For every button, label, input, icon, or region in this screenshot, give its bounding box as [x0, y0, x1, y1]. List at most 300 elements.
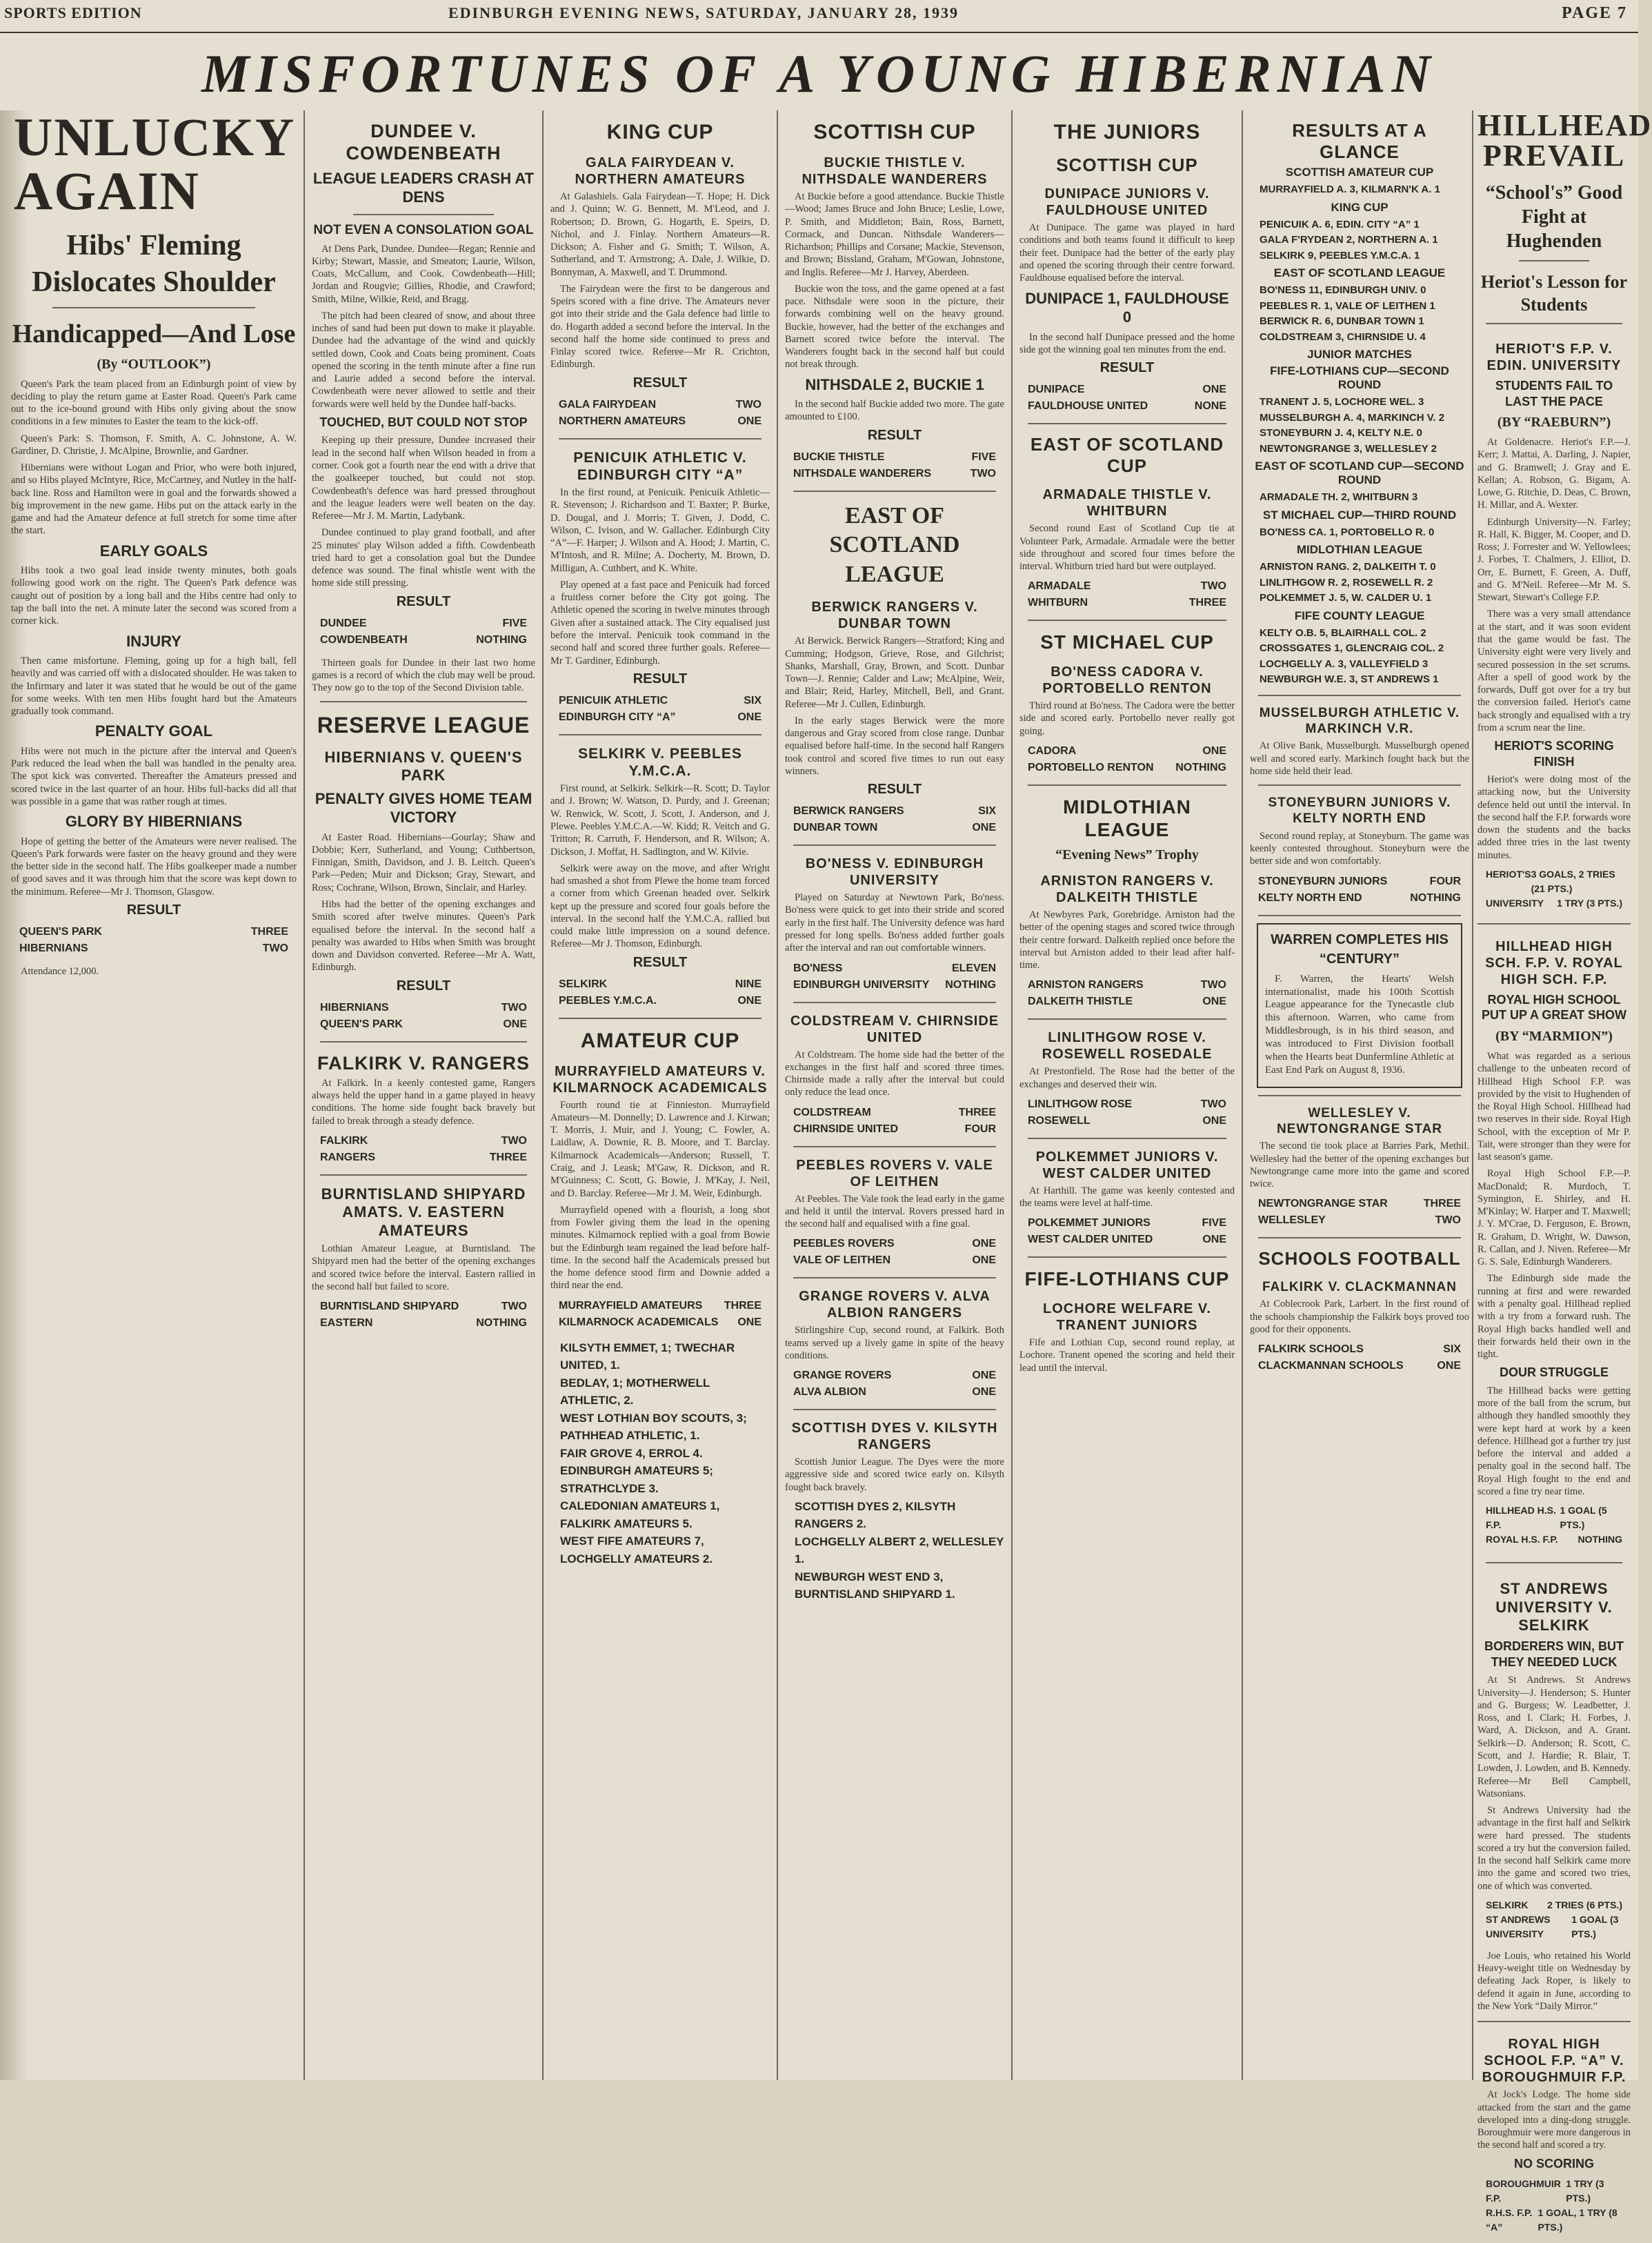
team: FALKIRK SCHOOLS [1258, 1343, 1364, 1356]
team: HILLHEAD H.S. F.P. [1486, 1505, 1556, 1531]
results-group-title: ST MICHAEL CUP—THIRD ROUND [1262, 508, 1457, 522]
score: ONE [1202, 1234, 1226, 1246]
result-label: RESULT [633, 375, 688, 391]
match-heading: ROYAL HIGH SCHOOL F.P. “A” V. BOROUGHMUIR F.P. [1482, 2037, 1626, 2086]
subhead: GLORY BY HIBERNIANS [65, 813, 243, 831]
results-group-title: KING CUP [1331, 200, 1389, 214]
result-label: RESULT [867, 427, 922, 443]
divider [1486, 323, 1622, 324]
score: NINE [735, 978, 762, 990]
match-heading: PENICUIK ATHLETIC V. EDINBURGH CITY “A” [573, 449, 747, 483]
result-table [550, 1298, 770, 1331]
section-heading: MIDLOTHIAN LEAGUE [1063, 796, 1191, 841]
result-table [1019, 1215, 1235, 1248]
score: THREE [250, 926, 288, 938]
match-heading: BO'NESS V. EDINBURGH UNIVERSITY [805, 856, 984, 889]
score: ELEVEN [951, 962, 996, 974]
team: HIBERNIANS [320, 1001, 389, 1014]
match-heading: COLDSTREAM V. CHIRNSIDE UNITED [790, 1013, 999, 1045]
score: ONE [737, 994, 762, 1007]
result-table [312, 1298, 535, 1332]
deck-heriots: Heriot's Lesson for Students [1480, 272, 1628, 315]
results-group-title: FIFE-LOTHIANS CUP—SECOND ROUND [1270, 364, 1449, 392]
match-heading: WARREN COMPLETES HIS “CENTURY” [1271, 931, 1449, 967]
team: PENICUIK ATHLETIC [559, 694, 668, 707]
section-heading: RESULTS AT A GLANCE [1292, 120, 1427, 163]
paragraph: At Olive Bank, Musselburgh. Musselburgh opened well and scored early. Markinch fought back but the home side held their lead. [1250, 740, 1469, 777]
team: ROSEWELL [1028, 1114, 1091, 1127]
edition-label: SPORTS EDITION [4, 4, 142, 21]
divider [1258, 915, 1461, 916]
team: GALA FAIRYDEAN [559, 398, 657, 411]
result-table [312, 1000, 535, 1033]
team: DUNDEE [320, 617, 367, 629]
paragraph: At Falkirk. In a keenly contested game, Rangers always held the upper hand in a game played in heavy conditions. The home side fought back bravely but failed to break through a steady defence. [312, 1077, 535, 1127]
score-line: KELTY O.B. 5, BLAIRHALL COL. 2 [1260, 626, 1426, 639]
result-label: RESULT [396, 593, 451, 609]
paragraph: Buckie won the toss, and the game opened at a fast pace. Nithsdale were soon in the picture, their forwards combining well on the heavy ground. Buckie, however, had the better of the exchanges and Barnett scored twice before the interval. The Wanderers fought back in the second half but could not break through. [785, 283, 1004, 370]
score: FIVE [971, 451, 996, 463]
page-banner-headline: MISFORTUNES OF A YOUNG HIBERNIAN [201, 43, 1437, 103]
score-line: TRANENT J. 5, LOCHORE WEL. 3 [1260, 396, 1424, 408]
result-label: RESULT [396, 978, 451, 994]
result-table [1250, 873, 1469, 907]
results-group-title: EAST OF SCOTLAND CUP—SECOND ROUND [1255, 460, 1464, 487]
paragraph: In the early stages Berwick were the more dangerous and Gray scored from close range. Dunbar equalised before half-time. In the second half Rangers took control and scored five times to run out easy winners. [785, 715, 1004, 777]
score: ONE [503, 1018, 527, 1030]
byline: (BY “MARMION”) [1495, 1028, 1613, 1044]
divider [559, 438, 762, 439]
match-heading: FALKIRK V. RANGERS [317, 1052, 530, 1074]
paragraph: Dundee continued to play grand football, and after 25 minutes' play Wilson added a fifth. Cowdenbeath tried hard to get a consolation goal but the Dundee defence was sound. The final whistle went with the home side still pressing. [312, 527, 535, 589]
paragraph: At Goldenacre. Heriot's F.P.—J. Kerr; J. Mattai, A. Darling, J. Napier, and G. Bramwell; J. Gray and E. Kellan; A. Robson, G. Bigam, A. Lowe, G. Ritchie, D. Deas, C. Brown, H. Millar, and A. Wexter. [1477, 437, 1631, 511]
team: ROYAL H.S. F.P. [1486, 1534, 1558, 1545]
score-line: NEWBURGH W.E. 3, ST ANDREWS 1 [1260, 673, 1439, 686]
team: DUNBAR TOWN [793, 822, 878, 834]
paragraph: Attendance 12,000. [21, 966, 99, 977]
team: DALKEITH THISTLE [1028, 996, 1133, 1008]
result-table [1019, 977, 1235, 1010]
team: NITHSDALE WANDERERS [793, 467, 932, 480]
team: ST ANDREWS UNIVERSITY [1486, 1913, 1551, 1939]
team: GRANGE ROVERS [793, 1370, 892, 1382]
paragraph: At St Andrews. St Andrews University—J. Henderson; S. Hunter and G. Burgess; W. Leadbetter, J. Ross, and I. Clark; H. Forbes, J. Ward, A. Dickson, and A. Grant. Selkirk—D. Anderson; R. Scott, C. Scott, and J. Hardie; R. Blair, T. Lowden, J. Lowden, and B. Kennedy. Referee—Mr Bell Campbell, Watsonians. [1477, 1674, 1631, 1799]
paragraph: Third round at Bo'ness. The Cadora were the better side and scored early. Portobello never really got going. [1019, 700, 1235, 737]
paragraph: At Coldstream. The home side had the better of the exchanges in the first half and scored three times. Chirnside made a rally after the interval but could only reduce the lead once. [785, 1049, 1004, 1098]
section-heading: KING CUP [606, 121, 714, 144]
divider [1519, 260, 1589, 261]
paragraph: Heriot's were doing most of the attacking now, but the University defence held out until the interval. In the second half the F.P. forwards wore down the students and the backs added three tries in the last twenty minutes. [1477, 774, 1631, 861]
match-heading: LINLITHGOW ROSE V. ROSEWELL ROSEDALE [1042, 1030, 1213, 1063]
score: SIX [978, 805, 996, 818]
paragraph: Edinburgh University—N. Farley; R. Hall, K. Bigger, M. Cooper, and D. Ross; J. Forrester and W. Yellowlees; J. Forbes, T. Chalmers, J. Elliot, D. Orr, E. Burnett, F. Green, A. Duff, and G. M'Neil. Referee—Mr M. S. Stewart, Stewart's College F.P. [1477, 516, 1631, 604]
score: TWO [262, 942, 288, 954]
match-heading: GALA FAIRYDEAN V. NORTHERN AMATEURS [575, 155, 746, 187]
score-line: STONEYBURN J. 4, KELTY N.E. 0 [1260, 427, 1422, 439]
divider [1028, 1256, 1226, 1258]
score-line: COLDSTREAM 3, CHIRNSIDE U. 4 [1260, 330, 1426, 343]
subhead: DUNIPACE 1, FAULDHOUSE 0 [1025, 289, 1229, 326]
score: THREE [958, 1106, 996, 1118]
results-group-title: FIFE COUNTY LEAGUE [1294, 609, 1425, 622]
divider [1028, 784, 1226, 786]
column-scottish-cup [785, 110, 1004, 2077]
score: 3 GOALS, 2 TRIES (21 PTS.) [1531, 868, 1615, 894]
score-line: CROSSGATES 1, GLENCRAIG COL. 2 [1260, 642, 1444, 655]
paragraph: Then came misfortune. Fleming, going up for a high ball, fell heavily and was carried off with a dislocated shoulder. He was taken to the Infirmary and later it was stated that he would be out of the game for some weeks. With ten men Hibs fought hard but the Amateurs gradually took command. [11, 655, 297, 718]
deck-hughenden: “School's” Good Fight at Hughenden [1485, 182, 1623, 252]
subhead: NOT EVEN A CONSOLATION GOAL [313, 222, 534, 237]
article-st-andrews-selkirk [1477, 1570, 1631, 2017]
paragraph: Keeping up their pressure, Dundee increased their lead in the second half when Wilson headed in from a corner. Cook got a fourth near the end with a drive that the goalkeeper touched, but could not stop. Cowdenbeath's defence was hard pressed throughout and the league leaders were well beaten on the day. Referee—Mr J. M. Martin, Ladybank. [312, 435, 535, 522]
match-heading: ARNISTON RANGERS V. DALKEITH THISTLE [1040, 873, 1214, 906]
team: SELKIRK [559, 978, 608, 990]
column-rule [1477, 923, 1631, 925]
match-heading: HILLHEAD HIGH SCH. F.P. V. ROYAL HIGH SCH. F.P. [1485, 938, 1623, 987]
byline: (By “OUTLOOK”) [97, 356, 211, 372]
subhead: PENALTY GIVES HOME TEAM VICTORY [315, 789, 533, 827]
match-heading: DUNDEE V. COWDENBEATH [346, 121, 501, 164]
divider [52, 307, 255, 308]
section-heading: SCHOOLS FOOTBALL [1258, 1248, 1461, 1269]
team: COWDENBEATH [320, 633, 408, 646]
score-line: WEST FIFE AMATEURS 7, LOCHGELLY AMATEURS 2. [560, 1534, 713, 1565]
score-line: MURRAYFIELD A. 3, KILMARN'K A. 1 [1260, 184, 1440, 196]
match-heading: BO'NESS CADORA V. PORTOBELLO RENTON [1042, 664, 1212, 697]
paragraph: At Dunipace. The game was played in hard conditions and both teams found it difficult to keep their feet. Dunipace had the better of the early play and opened the scoring through their centre forward. Fauldhouse equalised before the interval. [1019, 222, 1235, 284]
team: QUEEN'S PARK [19, 926, 102, 938]
team: CLACKMANNAN SCHOOLS [1258, 1360, 1404, 1372]
column-rule [542, 110, 544, 2080]
team: R.H.S. F.P. “A” [1486, 2207, 1533, 2233]
paragraph: In the first round, at Penicuik. Penicuik Athletic—R. Stevenson; J. Richardson and T. Baxter; P. Burke, D. Dougal, and J. Morris; T. Given, J. Dodd, C. Wilson, C. Ivison, and W. Gallacher. Edinburgh City “A”—F. Harper; J. Wilson and A. Hood; J. Martin, C. M'Intosh, and R. Milne; A. Docherty, M. Brown, D. Milligan, A. Cuthbert, and K. White. [550, 487, 770, 574]
paragraph: The Hillhead backs were getting more of the ball from the scrum, but although they handled smoothly they were kept hard at work by a keen defence. Hillhead got a further try just before the interval and added a penalty goal in the second half. The Royal High fought to the end and scored a fine try near time. [1477, 1385, 1631, 1497]
paragraph: At Coblecrook Park, Larbert. In the first round of the schools championship the Falkirk boys proved too good for their opponents. [1250, 1298, 1469, 1335]
team: BO'NESS [793, 962, 843, 974]
article-rugby [1477, 108, 1652, 2233]
team: FAULDHOUSE UNITED [1028, 400, 1148, 413]
paragraph: Hibs took a two goal lead inside twenty minutes, both goals following good work on the right. The Queen's Park defence was caught out of position by a long ball and the Hibs centre had only to tap the ball into the net. A minute later the second was scored from a corner kick. [11, 565, 297, 627]
result-label: RESULT [633, 671, 688, 686]
paragraph: Thirteen goals for Dundee in their last two home games is a record of which the club may well be proud. They now go to the top of the Second Division table. [312, 657, 535, 694]
match-heading: SCOTTISH DYES V. KILSYTH RANGERS [791, 1421, 998, 1453]
score: TWO [501, 1135, 527, 1147]
paragraph: At Galashiels. Gala Fairydean—T. Hope; H. Dick and J. Quinn; W. G. Bennett, M. M'Leod, and J. Robertson; D. Brown, G. Hogarth, E. Speirs, D. Nichol, and J. Finlay. Northern Amateurs—R. Dickson; A. Fisher and G. Smith; T. Wilson, A. Sutherland, and T. Armstrong; A. Dale, J. Wilkie, D. Bonnyman, A. Maxwell, and T. Drummond. [550, 191, 770, 278]
team: CHIRNSIDE UNITED [793, 1123, 899, 1135]
paragraph: At Jock's Lodge. The home side attacked from the start and the game developed into a ding-dong struggle. Boroughmuir were more dangerous in the second half and scored a try. [1477, 2089, 1631, 2151]
paragraph: At Easter Road. Hibernians—Gourlay; Shaw and Dobbie; Kerr, Sutherland, and Young; Cuthbertson, Finnigan, Smith, Davidson, and J. B. Leitch. Queen's Park—Peden; Muir and Dickson; Gray, Stewart, and Ross; Cochrane, Wilson, Brown, Sinclair, and Harley. [312, 831, 535, 893]
match-heading: PEEBLES ROVERS V. VALE OF LEITHEN [796, 1157, 993, 1189]
subhead: DOUR STRUGGLE [1499, 1365, 1609, 1380]
divider [1486, 1562, 1622, 1563]
team: WEST CALDER UNITED [1028, 1234, 1153, 1246]
divider [793, 1277, 996, 1278]
result-table [1477, 867, 1631, 911]
score-line: LOCHGELLY ALBERT 2, WELLESLEY 1. [795, 1534, 1004, 1566]
results-group-title: SCOTTISH AMATEUR CUP [1285, 166, 1434, 179]
score: FIVE [1202, 1217, 1226, 1229]
score-line: WEST LOTHIAN BOY SCOUTS, 3; PATHHEAD ATHLETIC, 1. [560, 1411, 747, 1443]
score-line: BO'NESS CA. 1, PORTOBELLO R. 0 [1260, 526, 1435, 538]
paragraph: Queen's Park the team placed from an Edinburgh point of view by deciding to play the return game at Easter Road. Queen's Park came out to the ice-bound ground with Hibs only giving about the snow conditions in a few minutes to Easter the team to the kick-off. [11, 378, 297, 428]
paragraph: The Fairydean were the first to be dangerous and Speirs scored with a fine drive. The Amateurs never got into their stride and the Gala defence had little to do. Hogarth added a second before the interval. In the second half the home side continued to press and Finlay scored twice. Referee—Mr R. Crichton, Edinburgh. [550, 283, 770, 370]
score: ONE [737, 415, 762, 427]
paragraph: Selkirk were away on the move, and after Wright had smashed a shot from Plewe the home team forced a corner from which Greenan headed over. Selkirk kept up the pressure and scored four goals before the interval. In the second half the Y.M.C.A. rallied but could make little impression on a sound defence. Referee—Mr J. Thomson, Edinburgh. [550, 862, 770, 950]
paragraph: Joe Louis, who retained his World Heavy-weight title on Wednesday by defeating Jack Roper, is likely to defend it again in June, according to the New York “Daily Mirror.” [1477, 1950, 1631, 2012]
divider [320, 1041, 527, 1043]
divider [1258, 784, 1461, 786]
paragraph: There was a very small attendance at the start, and it was soon evident that the game would be fast. The University eight were very lively and secured possession in the set scrums. After a spell of good work by the forwards, Duff got over for a try but the conversion failed. Heriot's came back strongly and equalised with a try from a scrum near the line. [1477, 609, 1631, 733]
page-number: PAGE 7 [1562, 4, 1627, 22]
subhead: EARLY GOALS [99, 542, 208, 560]
team: UNIVERSITY [1486, 897, 1544, 909]
divider [1258, 695, 1461, 696]
team: HIBERNIANS [19, 942, 88, 954]
score: ONE [1202, 744, 1226, 757]
paragraph: Hibs had the better of the opening exchanges and Smith scored after twelve minutes. Queen's Park equalised before the interval. In the second half a penalty was awarded to Hibs when Smith was brought down and Davidson converted. Referee—Mr A. Watt, Edinburgh. [312, 898, 535, 974]
paragraph: Stirlingshire Cup, second round, at Falkirk. Both teams served up a lively game in spite of the heavy conditions. [785, 1325, 1004, 1361]
team: EDINBURGH UNIVERSITY [793, 978, 930, 991]
paragraph: At Prestonfield. The Rose had the better of the exchanges and deserved their win. [1019, 1066, 1235, 1090]
match-heading: BURNTISLAND SHIPYARD AMATS. V. EASTERN AMATEURS [321, 1185, 526, 1239]
results-group-title: MIDLOTHIAN LEAGUE [1296, 543, 1423, 557]
result-table [785, 1236, 1004, 1269]
score: SIX [744, 694, 762, 707]
section-heading: EAST OF SCOTLAND LEAGUE [829, 502, 960, 587]
subhead: TOUCHED, BUT COULD NOT STOP [319, 415, 528, 429]
subhead: INJURY [126, 632, 181, 650]
match-heading: HIBERNIANS V. QUEEN'S PARK [324, 748, 523, 784]
page-header [0, 0, 1638, 33]
rugby-two-columns-lower [1477, 1570, 1631, 2243]
result-table [785, 803, 1004, 836]
paragraph: First round, at Selkirk. Selkirk—R. Scott; D. Taylor and J. Brown; W. Watson, D. Purdy, and J. Greenan; W. Renwick, W. Scott, J. Scott, J. Anderson, and J. Plewe. Peebles Y.M.C.A.—W. Kidd; R. Veitch and G. Tritton; R. Carruth, F. Henderson, and R. Wilson; A. Dickson, J. Moffat, H. Sadlington, and W. Kilvie. [550, 783, 770, 858]
match-heading: BUCKIE THISTLE V. NITHSDALE WANDERERS [802, 155, 988, 187]
paragraph: Hibernians were without Logan and Prior, who were both injured, and so Hibs played McIntyre, Rice, McCartney, and Nutley in the half-back line. Ross and Hamilton were in goal and the forwards showed a big improvement in the new game. Hibs put on the attack early in the game and had the Amateur defence at full stretch for some time after the start. [11, 462, 297, 537]
score: NOTHING [945, 978, 996, 991]
team: COLDSTREAM [793, 1106, 871, 1118]
results-group-title: JUNIOR MATCHES [1307, 348, 1412, 362]
paragraph: At Peebles. The Vale took the lead early in the game and held it until the interval. Rovers pressed hard in the second half and equalised with a fine goal. [785, 1193, 1004, 1230]
team: WELLESLEY [1258, 1214, 1326, 1227]
match-heading: DUNIPACE JUNIORS V. FAULDHOUSE UNITED [1044, 186, 1210, 219]
score-line: PENICUIK A. 6, EDIN. CITY “A” 1 [1260, 218, 1420, 230]
result-label: RESULT [867, 782, 922, 798]
score: 1 GOAL (3 PTS.) [1571, 1913, 1619, 1939]
score: FOUR [1429, 875, 1461, 887]
result-table [1019, 382, 1235, 415]
team: EASTERN [320, 1317, 373, 1330]
paragraph: Royal High School F.P.—P. MacDonald; R. Murdoch, T. Symington, E. Shirley, and H. M'Kinlay; W. Harper and T. Maxwell; J. Y. M'Crae, D. Ferguson, E. Brown, R. Graham, D. Wright, W. Dawson, R. Callan, and J. Niven. Referee—Mr G. S. Sale, Edinburgh Wanderers. [1477, 1168, 1631, 1268]
divider [793, 1146, 996, 1147]
score-line: BEDLAY, 1; MOTHERWELL ATHLETIC, 2. [560, 1376, 710, 1407]
score: NOTHING [1410, 891, 1461, 904]
team: HERIOT'S [1486, 868, 1531, 880]
team: ALVA ALBION [793, 1386, 866, 1399]
team: PEEBLES ROVERS [793, 1238, 895, 1250]
score-line: NEWBURGH WEST END 3, BURNTISLAND SHIPYARD 1. [795, 1570, 955, 1601]
subhead: NITHSDALE 2, BUCKIE 1 [805, 375, 984, 393]
score: FIVE [502, 617, 527, 629]
section-heading: RESERVE LEAGUE [317, 713, 530, 738]
score-line: FAIR GROVE 4, ERROL 4. [560, 1446, 703, 1460]
paragraph: What was regarded as a serious challenge to the unbeaten record of Hillhead High School F.P. was provided by the visit to Hughenden of the Royal High School. Hillhead had two reserves in their side. Royal High School, with the exception of Mr P. Tait, were stronger than they were for last season's game. [1477, 1050, 1631, 1163]
divider [1028, 620, 1226, 621]
match-heading: WELLESLEY V. NEWTONGRANGE STAR [1276, 1105, 1443, 1136]
score: ONE [972, 822, 996, 834]
match-heading: GRANGE ROVERS V. ALVA ALBION RANGERS [799, 1289, 991, 1321]
divider [559, 734, 762, 735]
column-football-1 [312, 110, 535, 2077]
score: ONE [1202, 996, 1226, 1008]
match-heading: MUSSELBURGH ATHLETIC V. MARKINCH V.R. [1259, 705, 1460, 736]
team: CADORA [1028, 744, 1077, 757]
result-table [785, 960, 1004, 994]
score: TWO [1200, 979, 1226, 991]
score-line: SCOTTISH DYES 2, KILSYTH RANGERS 2. [795, 1499, 956, 1531]
team: ARMADALE [1028, 580, 1091, 593]
team: KELTY NORTH END [1258, 891, 1362, 904]
article-royal-high-boroughmuir [1477, 2026, 1631, 2243]
paragraph: Second round East of Scotland Cup tie at Volunteer Park, Armadale. Armadale were the better side throughout and scored four times before the interval. Whitburn tried hard but were outplayed. [1019, 523, 1235, 573]
score: FOUR [964, 1123, 996, 1135]
paragraph: The second tie took place at Barries Park, Methil. Wellesley had the better of the opening exchanges but Newtongrange came more into the game and scored twice. [1250, 1140, 1469, 1190]
result-table [1019, 1096, 1235, 1129]
score: 1 GOAL, 1 TRY (8 PTS.) [1537, 2207, 1618, 2233]
deck-handicapped: Handicapped—And Lose [12, 319, 296, 348]
score: ONE [1437, 1360, 1461, 1372]
divider [1028, 423, 1226, 424]
subhead: BORDERERS WIN, BUT THEY NEEDED LUCK [1484, 1639, 1624, 1669]
score: NOTHING [1578, 1534, 1622, 1545]
score-line: SELKIRK 9, PEEBLES Y.M.C.A. 1 [1260, 249, 1420, 261]
score-line: PEEBLES R. 1, VALE OF LEITHEN 1 [1260, 299, 1435, 312]
score: TWO [501, 1301, 527, 1313]
paragraph: Scottish Junior League. The Dyes were the more aggressive side and scored twice early on. Kilsyth fought back bravely. [785, 1456, 1004, 1493]
paragraph: Queen's Park: S. Thomson, F. Smith, A. C. Johnstone, A. W. Gardiner, D. Christie, J. McAlpine, Brownlie, and Gardner. [11, 433, 297, 457]
team: FALKIRK [320, 1135, 368, 1147]
divider [1258, 1237, 1461, 1238]
result-table [785, 1105, 1004, 1138]
score-line: LOCHGELLY A. 3, VALLEYFIELD 3 [1260, 658, 1429, 670]
score: THREE [724, 1299, 762, 1312]
headline-unlucky-again: UNLUCKY AGAIN [14, 107, 294, 221]
section-heading: SCOTTISH CUP [813, 121, 976, 144]
subhead: PENALTY GOAL [94, 722, 213, 740]
divider [793, 844, 996, 846]
score: ONE [1202, 1114, 1226, 1127]
score-list [785, 1498, 1004, 1603]
column-rule [1472, 110, 1473, 2080]
score-line: MUSSELBURGH A. 4, MARKINCH V. 2 [1260, 411, 1445, 424]
result-label: RESULT [126, 902, 181, 918]
column-rule [303, 110, 305, 2080]
score: ONE [737, 1316, 762, 1328]
result-table [1250, 1196, 1469, 1229]
column-rule [777, 110, 778, 2080]
match-heading: ST ANDREWS UNIVERSITY V. SELKIRK [1495, 1580, 1613, 1634]
paragraph: At Harthill. The game was keenly contested and the teams were level at half-time. [1019, 1185, 1235, 1209]
team: BUCKIE THISTLE [793, 451, 885, 463]
match-heading: ARMADALE THISTLE V. WHITBURN [1042, 487, 1212, 520]
score: TWO [501, 1001, 527, 1014]
score: ONE [972, 1238, 996, 1250]
subhead: NO SCORING [1513, 2156, 1594, 2171]
score-line: BO'NESS 11, EDINBURGH UNIV. 0 [1260, 284, 1426, 297]
divider [559, 1018, 762, 1019]
score: TWO [1200, 1098, 1226, 1110]
column-rule [1477, 2021, 1631, 2022]
divider [793, 1409, 996, 1410]
section-heading: FIFE-LOTHIANS CUP [1024, 1268, 1230, 1290]
team: BOROUGHMUIR F.P. [1486, 2178, 1561, 2204]
article-heriots-university [1477, 331, 1631, 919]
score: 1 TRY (3 PTS.) [1557, 897, 1622, 909]
results-group-title: EAST OF SCOTLAND LEAGUE [1273, 266, 1446, 280]
subhead: HERIOT'S SCORING FINISH [1494, 739, 1614, 769]
paragraph: Murrayfield opened with a flourish, a long shot from Fowler giving them the lead in the opening minutes. Kilmarnock replied with a goal from Bowie but the Edinburgh team regained the lead before half-time. In the second half the Academicals pressed but the home defence stood firm and Downie added a third near the end. [550, 1204, 770, 1292]
score-line: ARMADALE TH. 2, WHITBURN 3 [1260, 491, 1418, 504]
score-line: POLKEMMET J. 5, W. CALDER U. 1 [1260, 592, 1432, 604]
rugby-two-columns [1477, 331, 1631, 1555]
match-heading: FALKIRK V. CLACKMANNAN [1262, 1279, 1457, 1294]
divider [320, 1174, 527, 1176]
result-table [1019, 578, 1235, 611]
team: POLKEMMET JUNIORS [1028, 1217, 1151, 1229]
paragraph: Played on Saturday at Newtown Park, Bo'ness. Bo'ness were quick to get into their stride and scored early in the first half. The University defence was hard pressed for long spells. Bo'ness added further goals after the interval and ran out comfortable winners. [785, 892, 1004, 954]
result-label: RESULT [1099, 360, 1155, 376]
paragraph: At Newbyres Park, Gorebridge. Arniston had the better of the opening stages and scored twice through their centre forward. Dalkeith replied once before the interval but Arniston added to their lead after half-time. [1019, 909, 1235, 971]
paragraph: Hope of getting the better of the Amateurs were never realised. The Queen's Park forwards were faster on the heavy ground and they were the better side in the second half. The Hibs goalkeeper made a number of good saves and it was through him that the score was kept down to the minimum. Referee—Mr J. Thomson, Glasgow. [11, 836, 297, 898]
divider [1028, 1138, 1226, 1139]
result-table [1019, 743, 1235, 776]
paragraph: F. Warren, the Hearts' Welsh internationalist, made his 100th Scottish League appearance for the Tynecastle club this afternoon. Warren, who came from Middlesbrough, is in his third season, and was introduced to First Division football when the Hearts beat Dunfermline Athletic at East End Park on August 8, 1936. [1265, 973, 1454, 1076]
divider [793, 491, 996, 492]
paragraph: In the second half Dunipace pressed and the home side got the winning goal ten minutes from the end. [1019, 331, 1235, 355]
match-heading: STONEYBURN JUNIORS V. KELTY NORTH END [1268, 796, 1451, 827]
score-line: ARNISTON RANG. 2, DALKEITH T. 0 [1260, 561, 1436, 573]
paragraph: At Berwick. Berwick Rangers—Stratford; King and Cumming; Hodgson, Grieve, Rose, and Gilchrist; Shanks, Marshall, Gray, Brown, and Scott. Dunbar Town—J. Rennie; Calder and Law; McAlpine, Weir, and Blair; Reid, Harley, Mitchell, Bell, and Grant. Referee—Mr J. Cullen, Edinburgh. [785, 635, 1004, 710]
paragraph: The Edinburgh side made the running at first and were rewarded with a penalty goal. Hillhead replied with a try from a forward rush. The Royal High backs handled well and their forwards held their own in the tight. [1477, 1273, 1631, 1361]
result-table [550, 397, 770, 430]
score: NOTHING [1175, 761, 1226, 773]
result-table [312, 1133, 535, 1166]
score: SIX [1443, 1343, 1461, 1356]
score: TWO [970, 467, 996, 480]
score: ONE [972, 1254, 996, 1267]
team: BERWICK RANGERS [793, 805, 904, 818]
section-heading: ST MICHAEL CUP [1040, 631, 1214, 653]
result-table [1477, 2177, 1631, 2235]
subhead: STUDENTS FAIL TO LAST THE PACE [1495, 379, 1613, 408]
paragraph: Fourth round tie at Finnieston. Murrayfield Amateurs—M. Donnelly; D. Lawrence and J. Kirwan; T. Morris, J. Muir, and J. Young; C. Fowler, A. Laidlaw, A. Downie, R. B. Moore, and T. Barclay. Kilmarnock Academicals—Anderson; Russell, T. Craig, and J. Leask; M'Gaw, R. Dickson, and R. M'Guinness; C. Scott, G. Bowie, J. M'Kay, J. Neil, and D. Barclay. Referee—Mr J. M. Weir, Edinburgh. [550, 1099, 770, 1199]
column-king-cup [550, 110, 770, 2077]
team: LINLITHGOW ROSE [1028, 1098, 1133, 1110]
team: WHITBURN [1028, 597, 1088, 609]
divider [1028, 1018, 1226, 1020]
score: THREE [1423, 1198, 1461, 1210]
headline-hillhead-prevail: HILLHEAD PREVAIL [1477, 108, 1652, 172]
score: THREE [489, 1152, 527, 1164]
paragraph: Hibs were not much in the picture after the interval and Queen's Park reduced the lead when the ball was handled in the penalty area. The spot kick was converted. Thereafter the Amateurs pressed and scored twice in the last quarter of an hour. Hibs full-backs did all that was possible in a game that was rather rough at times. [11, 745, 297, 807]
team: PORTOBELLO RENTON [1028, 761, 1154, 773]
divider [320, 701, 527, 702]
paragraph: Second round replay, at Stoneyburn. The game was keenly contested throughout. Stoneyburn were the better side and won comfortably. [1250, 830, 1469, 867]
divider [793, 1002, 996, 1003]
column-rule [1242, 110, 1243, 2080]
team: RANGERS [320, 1152, 376, 1164]
paragraph: In the second half Buckie added two more. The gate amounted to £100. [785, 399, 1004, 423]
